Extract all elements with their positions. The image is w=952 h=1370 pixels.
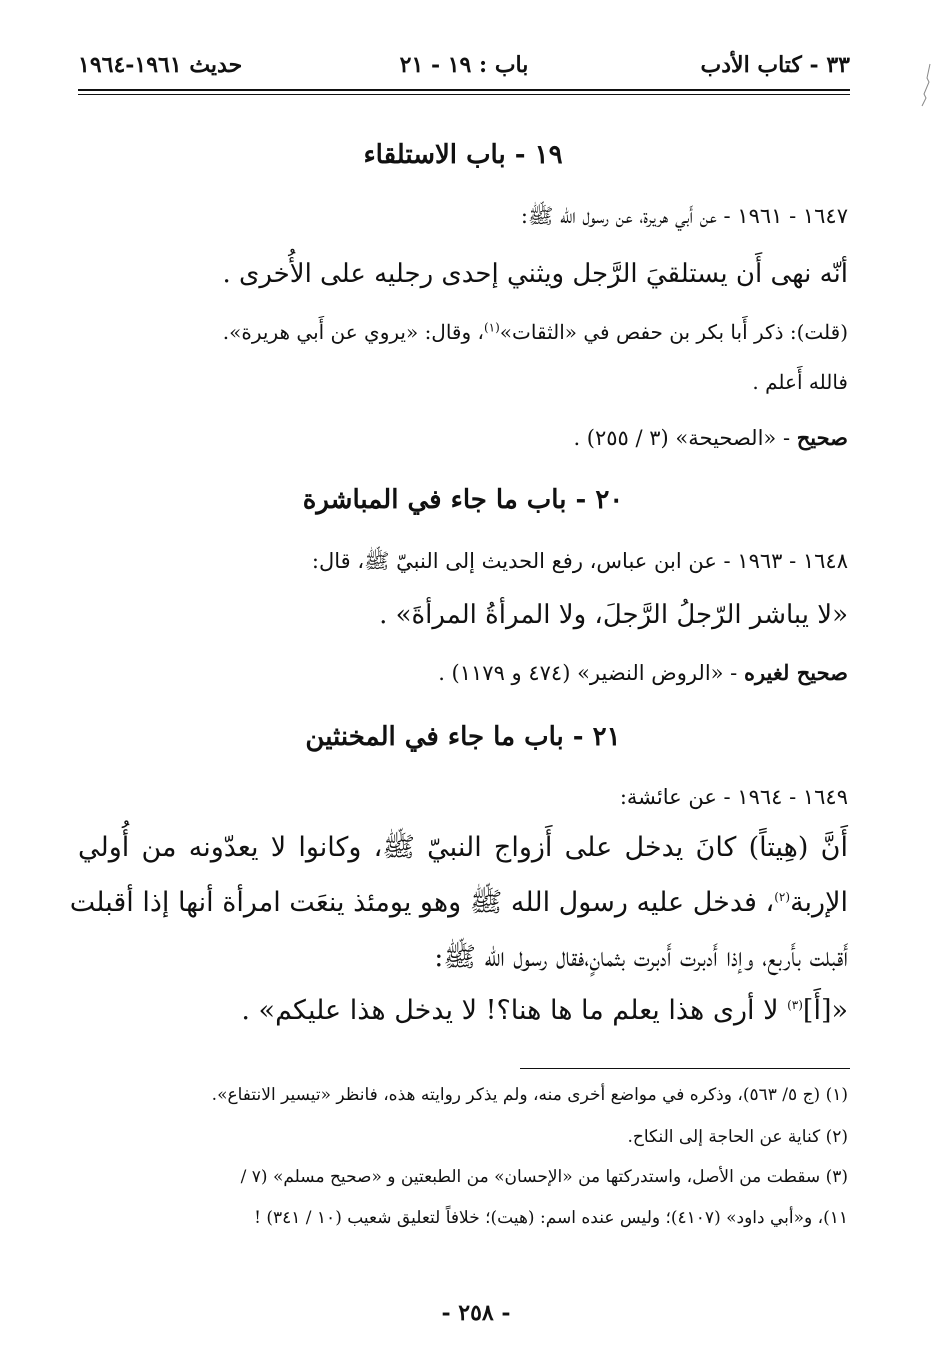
footnote-3-line1: (٣) سقطت من الأصل، واستدركتها من «الإحسان» من الطبعتين و «صحيح مسلم» (٧ / (240, 1167, 848, 1187)
note-text-b: ، وقال: «يروي عن أَبي هريرة». (222, 320, 484, 344)
note-text-a: (قلت): ذكر أَبا بكر بن حفص في «الثقات» (499, 320, 848, 344)
footnote-ref-2: (٢) (774, 890, 791, 904)
grade-source: - «الروض النضير» (٤٧٤ و ١١٧٩) . (438, 661, 744, 685)
hadith-1649-matn-line3: أَقبلت بأَربع، وإذا أَدبرت أَدبرت بثمانٍ،فقال رسول الله ﷺ: (434, 942, 848, 973)
section-20-title: ٢٠ - باب ما جاء في المباشرة (302, 485, 624, 515)
section-21-title: ٢١ - باب ما جاء في المخنثين (305, 722, 621, 752)
header-chapter: ٣٣ - كتاب الأدب (700, 52, 850, 78)
hadith-1647-note (78, 320, 848, 344)
footnote-ref-1: (١) (483, 320, 500, 335)
matn-text-b: ، فدخل عليه رسول الله ﷺ وهو يومئذ ينعَت امرأة أنها إذا أقبلت (69, 887, 775, 918)
hadith-1647-isnad: ١٦٤٧ - ١٩٦١ - عن أَبي هريرة، عن رسول الله ﷺ: (520, 204, 848, 228)
hadith-1649-matn-line2 (69, 885, 848, 925)
grade-label: صحيح لغيره (743, 660, 848, 685)
hadith-1647-note-end: فالله أَعلم . (752, 370, 848, 394)
hadith-1648-isnad: ١٦٤٨ - ١٩٦٣ - عن ابن عباس، رفع الحديث إلى النبيّ ﷺ، قال: (311, 549, 848, 573)
grade-label: صحيح (796, 425, 848, 450)
matn-text-b: لا أرى هذا يعلم ما ها هنا؟! لا يدخل هذا عليكم» . (241, 995, 788, 1026)
matn-text-a: «[أَ] (802, 995, 848, 1026)
header-rule-thin (78, 94, 850, 95)
footnote-separator (520, 1068, 850, 1069)
margin-mark (918, 60, 934, 110)
hadith-1647-matn: أنّه نهى أَن يستلقيَ الرَّجل ويثني إحدى رجليه على الأُخرى . (222, 259, 848, 289)
footnote-1: (١) (ج ٥/ ٥٦٣)، وذكره في مواضع أخرى منه، ولم يذكر روايته هذه، فانظر «تيسير الانتفاع». (211, 1085, 848, 1105)
matn-text-a: الإربة (790, 887, 848, 918)
hadith-1648-grade (78, 660, 848, 685)
footnote-3-line2: ١١)، و«أبي داود» (٤١٠٧)؛ وليس عنده اسم: (هيت)؛ خلافاً لتعليق شعيب (١٠ / ٣٤١) ! (254, 1208, 848, 1228)
hadith-1649-isnad: ١٦٤٩ - ١٩٦٤ - عن عائشة: (619, 785, 848, 809)
footnote-2: (٢) كناية عن الحاجة إلى النكاح. (627, 1127, 848, 1147)
page-number: - ٢٥٨ - (441, 1300, 511, 1326)
footnote-ref-3: (٣) (787, 998, 803, 1012)
running-header (78, 52, 850, 86)
hadith-1648-matn: «لا يباشر الرّجلُ الرَّجلَ، ولا المرأةُ المرأةَ» . (379, 600, 848, 630)
header-rule-thick (78, 89, 850, 91)
hadith-1649-matn-line1: أَنَّ (هِيتاً) كانَ يدخل على أَزواج النبيّ ﷺ، وكانوا لا يعدّونه من أُولي (78, 832, 848, 863)
section-19-title: ١٩ - باب الاستلقاء (363, 140, 563, 170)
header-hadith-range: حديث ١٩٦١-١٩٦٤ (78, 52, 243, 78)
header-chapters-range: باب : ١٩ - ٢١ (399, 52, 529, 78)
grade-source: - «الصحيحة» (٣ / ٢٥٥) . (573, 426, 797, 450)
hadith-1647-grade (78, 425, 848, 450)
hadith-1649-matn-line4 (78, 995, 848, 1026)
